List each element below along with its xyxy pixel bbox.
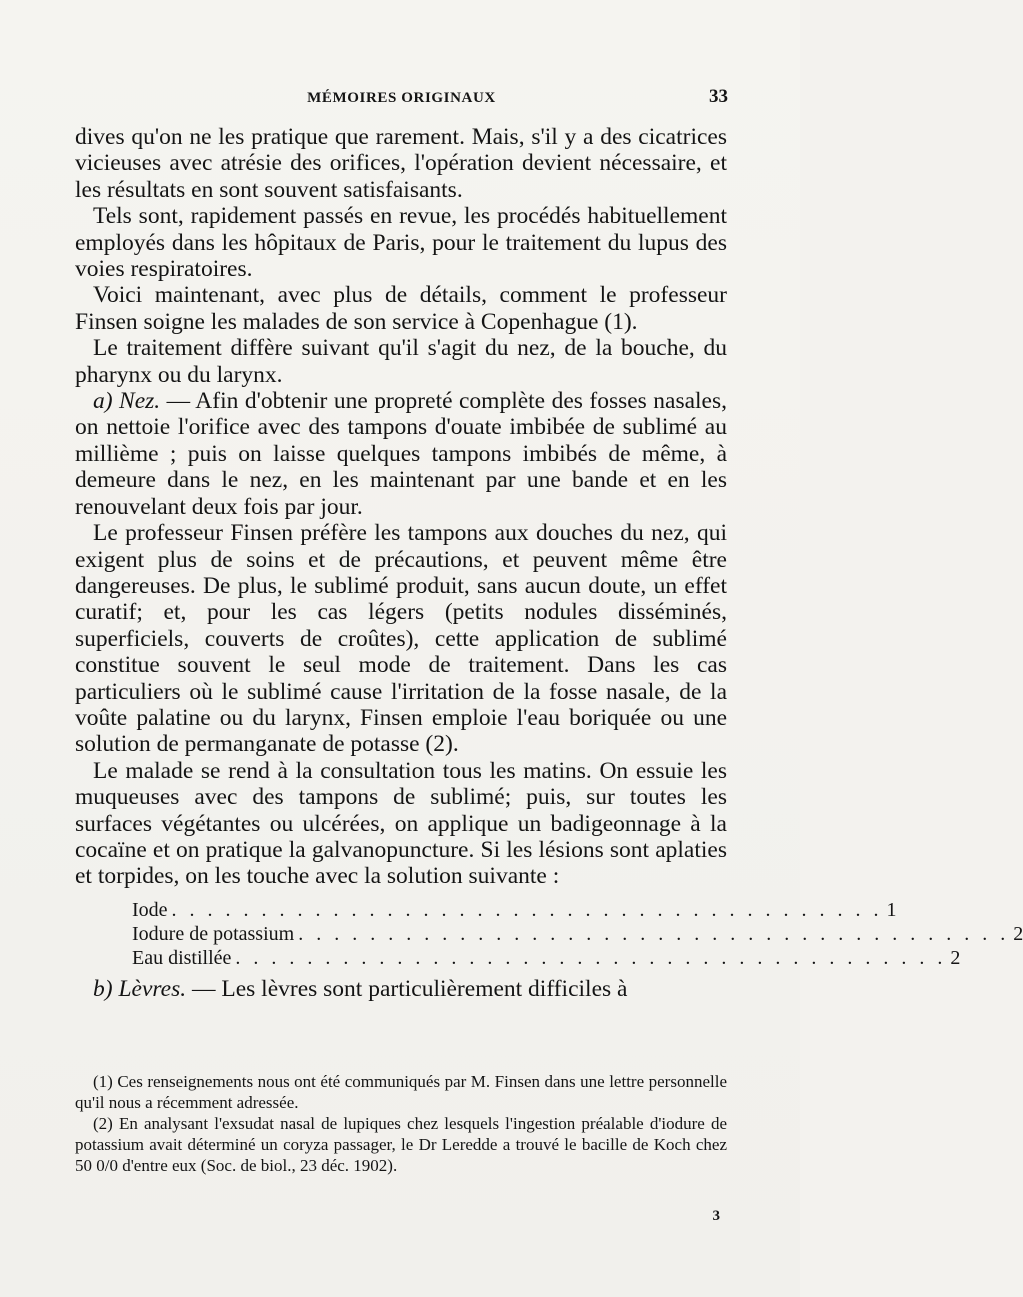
page-number: 33 bbox=[709, 86, 728, 107]
leader-dots: . . . . . . . . . . . . . . . . . . . . . . . . . . . . . . . . . . . . . . . . bbox=[235, 946, 947, 969]
recipe-quantity: 2 bbox=[1013, 922, 1023, 945]
paragraph-nez bbox=[75, 388, 727, 520]
recipe-quantity: 1 bbox=[886, 898, 897, 921]
paragraph-levres bbox=[75, 976, 727, 1002]
paragraph-nez-text: — Afin d'obtenir une propreté complète des fosses nasales, on nettoie l'orifice avec des tampons d'ouate imbibée de sublimé au millième ; puis on laisse quelques tampons imbibés de même, à demeure dans le nez, en les maintenant par une bande et en les renouvelant deux fois par jour. bbox=[75, 388, 728, 520]
paragraph-6: Le professeur Finsen préfère les tampons aux douches du nez, qui exigent plus de soins et de précautions, et peuvent même être dangereuses. De plus, le sublimé produit, sans aucun doute, un effet curatif; et, pour les cas légers (petits nodules disséminés, superficiels, couverts de croûtes), cette application de sublimé constitue souvent le seul mode de traitement. Dans les cas particuliers où le sublimé cause l'irritation de la fosse nasale, de la voûte palatine ou du larynx, Finsen emploie l'eau boriquée ou une solution de permanganate de potasse (2). bbox=[75, 520, 727, 758]
recipe-quantity: 2 bbox=[950, 946, 961, 969]
leader-dots: . . . . . . . . . . . . . . . . . . . . . . . . . . . . . . . . . . . . . . . . bbox=[298, 922, 1010, 945]
leader-dots: . . . . . . . . . . . . . . . . . . . . . . . . . . . . . . . . . . . . . . . . bbox=[171, 898, 883, 921]
paragraph-3: Voici maintenant, avec plus de détails, comment le professeur Finsen soigne les malades de son service à Copenhague (1). bbox=[75, 282, 727, 335]
recipe-ingredient: Eau distillée bbox=[132, 946, 232, 969]
paragraph-4: Le traitement diffère suivant qu'il s'agit du nez, de la bouche, du pharynx ou du larynx. bbox=[75, 335, 727, 388]
body-text bbox=[75, 124, 1023, 1002]
signature-mark: 3 bbox=[712, 1208, 720, 1224]
recipe-row bbox=[132, 922, 1023, 946]
footnote-2: (2) En analysant l'exsudat nasal de lupiques chez lesquels l'ingestion préalable d'iodure de potassium avait déterminé un coryza passager, le Dr Leredde a trouvé le bacille de Koch chez 50 0/0 d'entre eux (Soc. de biol., 23 déc. 1902). bbox=[75, 1114, 727, 1175]
paragraph-2: Tels sont, rapidement passés en revue, les procédés habituellement employés dans les hôpitaux de Paris, pour le traitement du lupus des voies respiratoires. bbox=[75, 203, 727, 283]
footnotes bbox=[75, 1071, 727, 1176]
recipe-row bbox=[132, 898, 897, 922]
section-label-levres: b) Lèvres. bbox=[93, 975, 187, 1002]
recipe-ingredient: Iodure de potassium bbox=[132, 922, 295, 945]
running-head: MÉMOIRES ORIGINAUX bbox=[307, 90, 496, 106]
paragraph-1: dives qu'on ne les pratique que rarement. Mais, s'il y a des cicatrices vicieuses avec atrésie des orifices, l'opération devient nécessaire, et les résultats en sont souvent satisfaisants. bbox=[75, 124, 727, 203]
paragraph-7: Le malade se rend à la consultation tous les matins. On essuie les muqueuses avec des tampons de sublimé; puis, sur toutes les surfaces végétantes ou ulcérées, on applique un badigeonnage à la cocaïne et on pratique la galvanopuncture. Si les lésions sont aplaties et torpides, on les touche avec la solution suivante : bbox=[75, 757, 727, 890]
paragraph-levres-text: — Les lèvres sont particulièrement difficiles à bbox=[186, 975, 628, 1002]
recipe-row bbox=[132, 946, 961, 970]
recipe-ingredient: Iode bbox=[132, 898, 168, 921]
page-header bbox=[75, 84, 728, 114]
footnote-1: (1) Ces renseignements nous ont été communiqués par M. Finsen dans une lettre personnelle qu'il nous a récemment adressée. bbox=[75, 1072, 727, 1112]
recipe-table bbox=[132, 898, 1023, 970]
section-label-nez: a) Nez. bbox=[93, 388, 161, 415]
